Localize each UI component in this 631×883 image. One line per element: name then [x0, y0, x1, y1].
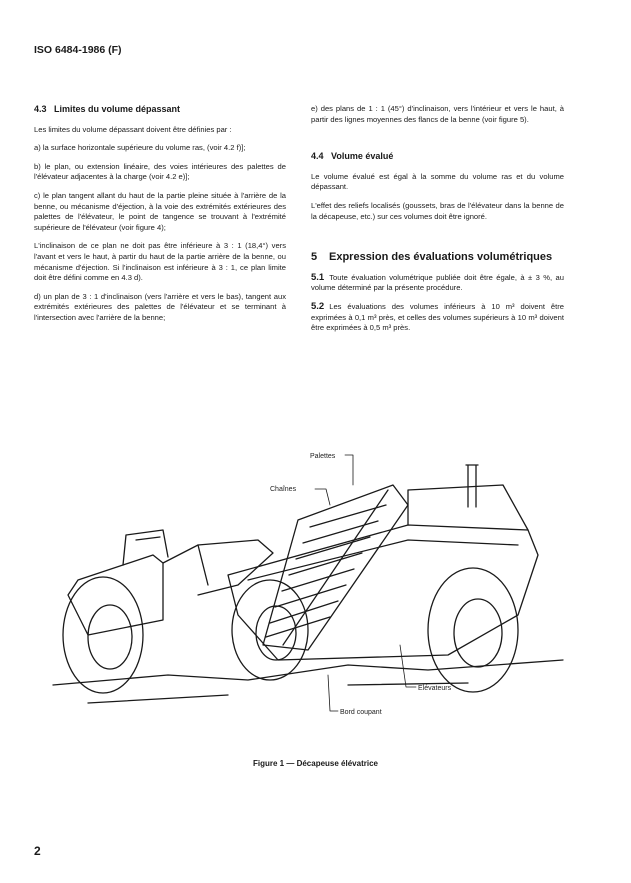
label-elevateurs: Élévateurs: [418, 685, 452, 692]
section-4-4-heading: [311, 151, 564, 162]
document-header: ISO 6484-1986 (F): [34, 44, 122, 56]
item-b: b) le plan, ou extension linéaire, des voies intérieures des palettes de l'élévateur adjacentes à la charge (voir 4.2 e)];: [34, 161, 286, 182]
section-number: 4.3: [34, 104, 47, 114]
subsection-number: 5.2: [311, 300, 325, 312]
item-d: d) un plan de 3 : 1 d'inclinaison (vers l'arrière et vers le bas), tangent aux extrémités extérieures des palettes de l'élévateur et se terminant à l'intersection avec l'arrière de la benne;: [34, 291, 286, 322]
label-bord-coupant: Bord coupant: [340, 709, 382, 716]
section-title: Volume évalué: [331, 151, 394, 162]
paragraph-text: Toute évaluation volumétrique publiée doit être égale, à ± 3 %, au volume déterminé par la présente procédure.: [311, 272, 564, 293]
operator-seat: [123, 530, 168, 565]
label-chaines: Chaînes: [270, 486, 297, 493]
left-column: [34, 104, 286, 332]
intro-paragraph: Les limites du volume dépassant doivent être définies par :: [34, 124, 232, 134]
paragraph-5-1: [311, 273, 564, 294]
section-4-3-heading: [34, 104, 286, 115]
subsection-number: 5.1: [311, 271, 325, 283]
paragraph-5-2: [311, 302, 564, 334]
paragraph-4-4-1: Le volume évalué est égal à la somme du volume ras et du volume dépassant.: [311, 171, 564, 192]
section-number: 4.4: [311, 151, 324, 162]
paragraph-text: Les évaluations des volumes inférieurs à 10 m³ doivent être exprimées à 0,1 m³ près, et celles des volumes supérieurs à 10 m³ doivent être exprimées à 0,5 m³ près.: [311, 301, 564, 333]
inclination-paragraph: L'inclinaison de ce plan ne doit pas être inférieure à 3 : 1 (18,4°) vers l'avant et vers le haut, à partir du haut de la partie arrière de la benne, ou mécanisme d'éjection. Si l'inclinaison est inférieure à 3 : 1, ce plan limite doit être défini comme en 4.3 d).: [34, 241, 286, 283]
scraper-bowl: [228, 525, 538, 660]
section-5-heading: [311, 252, 564, 263]
front-wheel: [63, 577, 143, 693]
right-column: [311, 104, 564, 342]
elevating-scraper-drawing: [48, 445, 568, 720]
tractor-body: [68, 555, 163, 635]
item-e: e) des plans de 1 : 1 (45°) d'inclinaison, vers l'intérieur et vers le haut, à partir des lignes moyennes des flancs de la benne (voir figure 5).: [311, 104, 564, 124]
page-number: 2: [34, 844, 41, 858]
paragraph-4-4-2: L'effet des reliefs localisés (goussets, bras de l'élévateur dans la benne de la décapeuse, etc.) sur ces volumes doit être ignoré.: [311, 200, 564, 221]
rear-wheel: [428, 568, 518, 692]
middle-wheel: [232, 580, 308, 680]
label-palettes: Palettes: [310, 453, 336, 460]
ground-line: [53, 660, 563, 685]
section-title: Expression des évaluations volumétriques: [329, 251, 553, 264]
item-a: a) la surface horizontale supérieure du volume ras, (voir 4.2 f)];: [34, 143, 246, 153]
item-c: c) le plan tangent allant du haut de la partie pleine située à l'arrière de la benne, ou mécanisme d'éjection, à la voie des extrémités extérieures des palettes de l'élévateur, le point de tangence se trouvant à l'extrémité supérieure de l'élévateur (voir figure 4);: [34, 190, 286, 232]
section-title: Limites du volume dépassant: [54, 104, 181, 114]
section-number: 5: [311, 251, 318, 264]
figure-caption: Figure 1 — Décapeuse élévatrice: [253, 759, 378, 768]
